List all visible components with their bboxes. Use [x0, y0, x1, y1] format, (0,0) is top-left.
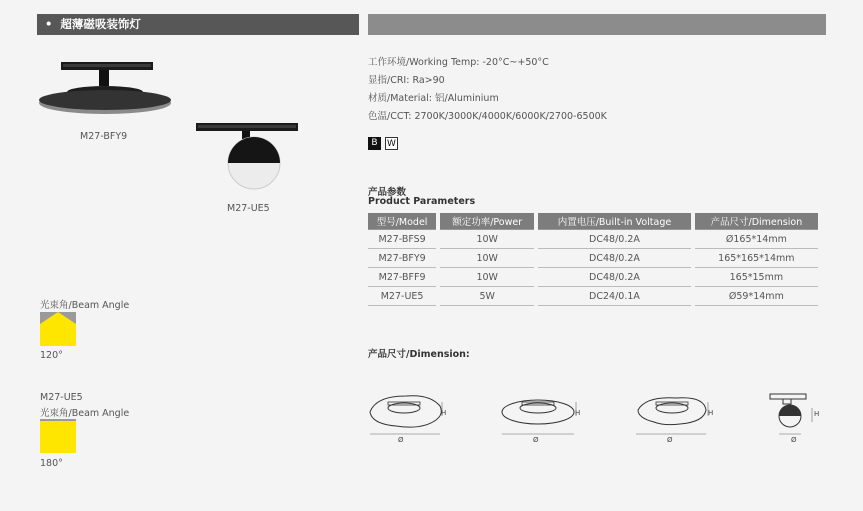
- spec-cct: 色温/CCT: 2700K/3000K/4000K/6000K/2700-6500K: [368, 111, 607, 122]
- dimension-title: 产品尺寸/Dimension:: [368, 349, 470, 360]
- params-title-cn: 产品参数: [368, 187, 407, 198]
- table-cell: Ø165*14mm: [695, 229, 818, 249]
- diameter-symbol: Ø: [533, 436, 539, 444]
- table-cell: DC24/0.1A: [538, 287, 691, 306]
- spec-cri: 显指/CRI: Ra>90: [368, 75, 445, 86]
- table-cell: 10W: [440, 249, 534, 268]
- diameter-symbol: Ø: [667, 436, 673, 444]
- section-header: [37, 14, 359, 35]
- beam-angle-180-icon: [40, 419, 76, 453]
- table-cell: Ø59*14mm: [695, 287, 818, 306]
- table-row: [368, 287, 818, 306]
- product-model-label: M27-BFY9: [80, 131, 128, 142]
- table-cell: DC48/0.2A: [538, 249, 691, 268]
- table-row: [368, 229, 818, 249]
- table-cell: 10W: [440, 229, 534, 249]
- product-model-label: M27-UE5: [227, 203, 270, 214]
- height-symbol: H: [814, 410, 820, 418]
- column-header: 型号/Model: [368, 213, 436, 229]
- dimension-drawing-bfy9: [500, 394, 582, 444]
- beam-angle-label: 光束角/Beam Angle: [40, 300, 130, 311]
- table-row: [368, 268, 818, 287]
- beam-model-label: M27-UE5: [40, 392, 83, 403]
- table-cell: 165*165*14mm: [695, 249, 818, 268]
- spec-material: 材质/Material: 铝/Aluminium: [368, 93, 499, 104]
- table-header-row: [368, 213, 818, 229]
- dimension-drawing-bfs9: [366, 390, 448, 444]
- column-header: 产品尺寸/Dimension: [695, 213, 818, 229]
- table-cell: M27-BFS9: [368, 229, 436, 249]
- beam-angle-label: 光束角/Beam Angle: [40, 408, 130, 419]
- height-symbol: H: [708, 409, 714, 417]
- beam-angle-value: 120°: [40, 350, 63, 361]
- diameter-symbol: Ø: [791, 436, 797, 444]
- table-cell: 10W: [440, 268, 534, 287]
- dimension-drawing-bff9: [634, 392, 716, 444]
- column-header: 额定功率/Power: [440, 213, 534, 229]
- product-image-ue5: [194, 121, 300, 191]
- height-symbol: H: [441, 409, 447, 417]
- height-symbol: H: [575, 409, 581, 417]
- table-cell: 5W: [440, 287, 534, 306]
- section-title: 超薄磁吸装饰灯: [60, 17, 141, 31]
- product-image-bfy9: [37, 58, 177, 120]
- color-black-swatch: B: [368, 137, 381, 150]
- params-title-en: Product Parameters: [368, 196, 476, 207]
- diameter-symbol: Ø: [398, 436, 404, 444]
- table-cell: M27-BFY9: [368, 249, 436, 268]
- table-cell: 165*15mm: [695, 268, 818, 287]
- bullet-icon: •: [45, 17, 61, 31]
- spec-working-temp: 工作环境/Working Temp: -20°C~+50°C: [368, 57, 549, 68]
- table-cell: DC48/0.2A: [538, 268, 691, 287]
- table-cell: M27-UE5: [368, 287, 436, 306]
- beam-angle-value: 180°: [40, 458, 63, 469]
- table-cell: M27-BFF9: [368, 268, 436, 287]
- params-table: [364, 213, 822, 306]
- table-cell: DC48/0.2A: [538, 229, 691, 249]
- color-white-swatch: W: [385, 137, 398, 150]
- beam-angle-120-icon: [40, 312, 76, 346]
- section-header-bar: [368, 14, 826, 35]
- table-row: [368, 249, 818, 268]
- column-header: 内置电压/Built-in Voltage: [538, 213, 691, 229]
